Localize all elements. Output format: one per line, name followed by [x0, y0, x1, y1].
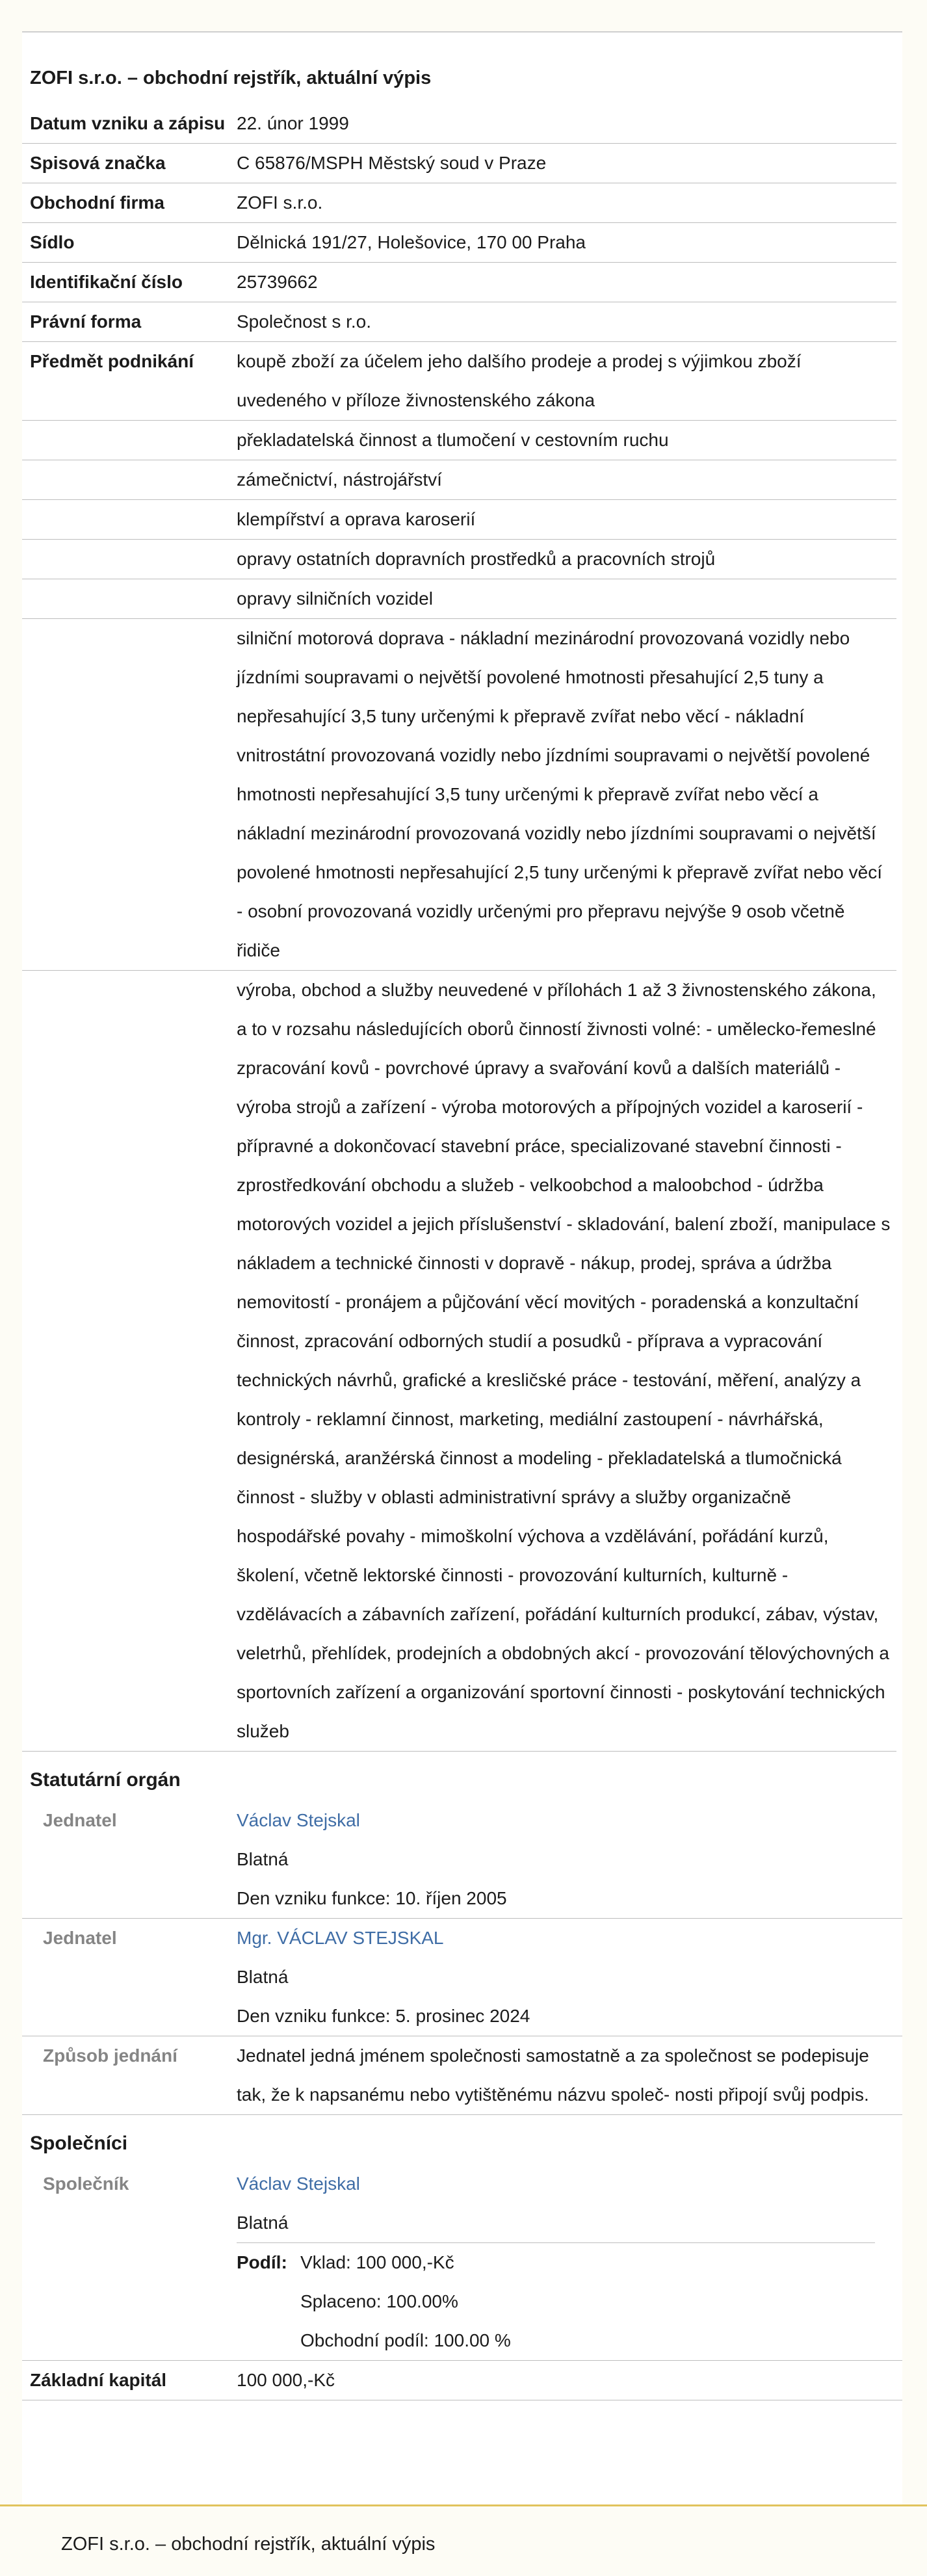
member-since: Den vzniku funkce: 5. prosinec 2024: [237, 2006, 530, 2026]
share-business: Obchodní podíl: 100.00 %: [300, 2330, 511, 2350]
statutory-title: Statutární orgán: [30, 1769, 181, 1791]
row-date: [22, 104, 896, 144]
footer-divider: [0, 2504, 927, 2506]
subject-item: silniční motorová doprava - nákladní mezinárodní provozovaná vozidly nebo jízdními soupravami o největší povolené hmotnosti přesahující 2,5 tuny a nepřesahující 3,5 tuny určenými k přepravě zvířat nebo věcí - nákladní vnitrostátní provozovaná vozidly nebo jízdními soupravami o největší povolené hmotnosti nepřesahující 3,5 tuny určenými k přepravě zvířat nebo věcí a nákladní mezinárodní provozovaná vozidly nebo jízdními soupravami o největší povolené hmotnosti nepřesahující 2,5 tuny určenými k přepravě zvířat nebo věcí - osobní provozovaná vozidly určenými pro přepravu nejvýše 9 osob včetně řidiče: [237, 619, 896, 971]
value-company-name: ZOFI s.r.o.: [237, 183, 896, 223]
label-company-name: Obchodní firma: [22, 183, 237, 223]
conduct-block: [22, 2036, 902, 2115]
partner-role: Společník: [43, 2174, 129, 2194]
row-subject-7: [22, 971, 896, 1752]
row-seat: [22, 223, 896, 263]
basic-info-table: [22, 104, 896, 1752]
member-place: Blatná: [237, 1967, 289, 1987]
partner-place: Blatná: [237, 2213, 289, 2233]
member-name-link[interactable]: Mgr. VÁCLAV STEJSKAL: [237, 1928, 444, 1948]
label-date: Datum vzniku a zápisu: [22, 104, 237, 144]
row-subject-5: [22, 579, 896, 619]
member-role: Jednatel: [43, 1810, 117, 1830]
subject-item: zámečnictví, nástrojářství: [237, 460, 896, 500]
subject-item: překladatelská činnost a tlumočení v cestovním ruchu: [237, 421, 896, 460]
share-deposit: Vklad: 100 000,-Kč: [300, 2252, 454, 2272]
row-file-number: [22, 144, 896, 183]
partner-block: [22, 2164, 902, 2360]
label-legal-form: Právní forma: [22, 302, 237, 342]
label-file-number: Spisová značka: [22, 144, 237, 183]
statutory-member: [22, 1801, 902, 1919]
value-file-number: C 65876/MSPH Městský soud v Praze: [237, 144, 896, 183]
partner-name-link[interactable]: Václav Stejskal: [237, 2174, 360, 2194]
share-table: [237, 2242, 875, 2360]
value-seat: Dělnická 191/27, Holešovice, 170 00 Praha: [237, 223, 896, 263]
subject-item: opravy ostatních dopravních prostředků a pracovních strojů: [237, 540, 896, 579]
member-role: Jednatel: [43, 1928, 117, 1948]
statutory-member: [22, 1919, 902, 2036]
capital-value: 100 000,-Kč: [237, 2370, 335, 2390]
label-ico: Identifikační číslo: [22, 263, 237, 302]
capital-row: [22, 2360, 902, 2400]
label-subject: Předmět podnikání: [22, 342, 237, 421]
value-ico: 25739662: [237, 263, 896, 302]
member-since: Den vzniku funkce: 10. říjen 2005: [237, 1888, 507, 1908]
label-seat: Sídlo: [22, 223, 237, 263]
row-subject-0: [22, 342, 896, 421]
row-subject-4: [22, 540, 896, 579]
subject-item: výroba, obchod a služby neuvedené v přílohách 1 až 3 živnostenského zákona, a to v rozsahu následujících oborů činností živnosti volné: - umělecko-řemeslné zpracování kovů - povrchové úpravy a svařování kovů a dalších materiálů - výroba strojů a zařízení - výroba motorových a přípojných vozidel a karoserií - přípravné a dokončovací stavební práce, specializované stavební činnosti - zprostředkování obchodu a služeb - velkoobchod a maloobchod - údržba motorových vozidel a jejich příslušenství - skladování, balení zboží, manipulace s nákladem a technické činnosti v dopravě - nákup, prodej, správa a údržba nemovitostí - pronájem a půjčování věcí movitých - poradenská a konzultační činnost, zpracování odborných studií a posudků - příprava a vypracování technických návrhů, grafické a kresličské práce - testování, měření, analýzy a kontroly - reklamní činnost, marketing, mediální zastoupení - návrhářská, designérská, aranžérská činnost a modeling - překladatelská a tlumočnická činnost - služby v oblasti administrativní správy a služby organizačně hospodářské povahy - mimoškolní výchova a vzdělávání, pořádání kurzů, školení, včetně lektorské činnosti - provozování kulturních, kulturně - vzdělávacích a zábavních zařízení, pořádání kulturních produkcí, zábav, výstav, veletrhů, přehlídek, prodejních a obdobných akcí - provozování tělovýchovných a sportovních zařízení a organizování sportovní činnosti - poskytování technických služeb: [237, 971, 896, 1752]
subject-item: koupě zboží za účelem jeho dalšího prodeje a prodej s výjimkou zboží uvedeného v příloze živnostenského zákona: [237, 342, 896, 421]
row-company-name: [22, 183, 896, 223]
row-subject-1: [22, 421, 896, 460]
capital-label: Základní kapitál: [30, 2370, 167, 2390]
row-subject-3: [22, 500, 896, 540]
row-legal-form: [22, 302, 896, 342]
member-place: Blatná: [237, 1849, 289, 1869]
subject-item: opravy silničních vozidel: [237, 579, 896, 619]
footer-title: ZOFI s.r.o. – obchodní rejstřík, aktuální výpis: [61, 2534, 436, 2555]
page-title: ZOFI s.r.o. – obchodní rejstřík, aktuální výpis: [30, 68, 432, 88]
partners-title: Společníci: [30, 2133, 128, 2154]
conduct-text: Jednatel jedná jménem společnosti samostatně a za společnost se podepisuje tak, že k napsanému nebo vytištěnému názvu společ- nosti připojí svůj podpis.: [237, 2045, 869, 2105]
value-date: 22. únor 1999: [237, 104, 896, 144]
row-subject-6: [22, 619, 896, 971]
member-name-link[interactable]: Václav Stejskal: [237, 1810, 360, 1830]
conduct-label: Způsob jednání: [43, 2045, 177, 2066]
value-legal-form: Společnost s r.o.: [237, 302, 896, 342]
subject-item: klempířství a oprava karoserií: [237, 500, 896, 540]
register-extract: [22, 33, 902, 2504]
row-subject-2: [22, 460, 896, 500]
share-paid: Splaceno: 100.00%: [300, 2291, 458, 2311]
row-ico: [22, 263, 896, 302]
share-label: Podíl:: [237, 2252, 287, 2272]
